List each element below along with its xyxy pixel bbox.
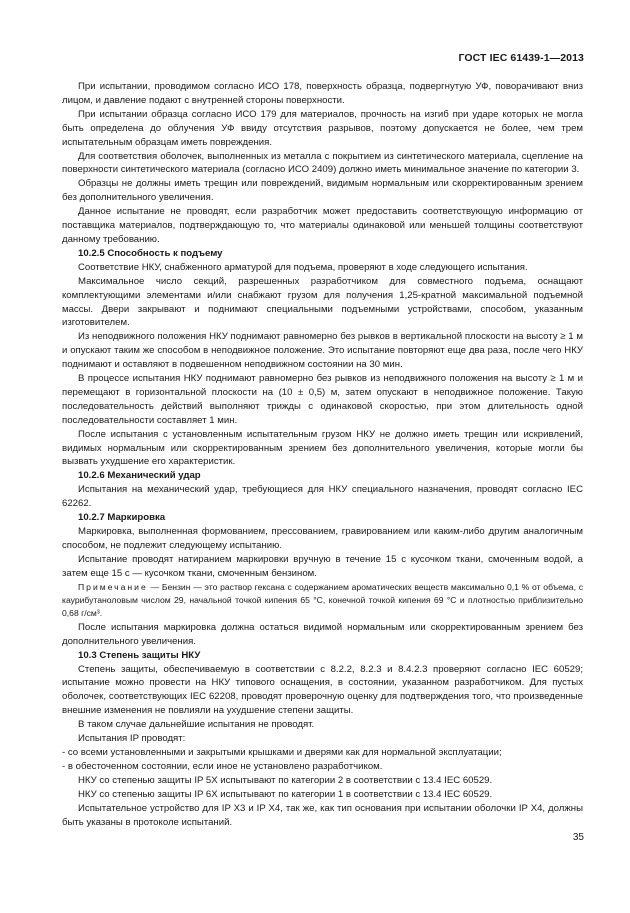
section-heading-10-2-5: 10.2.5 Способность к подъему xyxy=(78,247,223,259)
paragraph: Испытания IP проводят: xyxy=(78,733,186,745)
paragraph: Испытания на механический удар, требующиеся для НКУ специального назначения, проводят согласно IEC 62262. xyxy=(62,484,583,510)
paragraph: Степень защиты, обеспечиваемую в соответствии с 8.2.2, 8.2.3 и 8.4.2.3 проверяют согласно IEC 60529; испытание можно провести на НКУ типового оснащения, в состоянии, указанном разработчиком. Для пустых оболочек, соответствующих IEC 62208, проводят проверочную оценку для подтверждения того, что произведенные внешние изменения не повлияли на ухудшение степени защиты. xyxy=(62,663,583,717)
paragraph: При испытании образца согласно ИСО 179 для материалов, прочность на изгиб при ударе которых не могла быть определена до облучения УФ ввиду отсутствия разрывов, поэтому допускается не более, чем трем испытательным образцам иметь повреждения. xyxy=(62,108,583,148)
paragraph: В процессе испытания НКУ поднимают равномерно без рывков из неподвижного положения на высоту ≥ 1 м и перемещают в горизонтальной плоскости на (10 ± 0,5) м, затем опускают в неподвижное положение. Такую последовательность действий выполняют трижды с одинаковой скоростью, при этом длительность одной последовательности составляет 1 мин. xyxy=(62,373,583,426)
paragraph: НКУ со степенью защиты IP 6X испытывают по категории 1 в соответствии с 13.4 IEC 60529. xyxy=(78,788,493,800)
paragraph: Соответствие НКУ, снабженного арматурой для подъема, проверяют в ходе следующего испытания. xyxy=(78,261,528,273)
section-heading-10-2-6: 10.2.6 Механический удар xyxy=(78,470,201,482)
paragraph: После испытания маркировка должна остаться видимой нормальным или скорректированным зрением без дополнительного увеличения. xyxy=(62,621,583,647)
paragraph: НКУ со степенью защиты IP 5X испытывают по категории 2 в соответствии с 13.4 IEC 60529. xyxy=(78,774,493,786)
section-heading-10-3: 10.3 Степень защиты НКУ xyxy=(78,649,201,661)
list-item: - со всеми установленными и закрытыми крышками и дверями как для нормальной эксплуатации; xyxy=(62,747,502,758)
paragraph: Из неподвижного положения НКУ поднимают равномерно без рывков в вертикальной плоскости на высоту ≥ 1 м и опускают таким же способом в неподвижное положение. Это испытание повторяют еще два раза, после чего НКУ поднимают и оставляют в подвешенном неподвижном состоянии на 30 мин. xyxy=(62,331,583,371)
paragraph: Испытание проводят натиранием маркировки вручную в течение 15 с кусочком ткани, смоченным водой, а затем еще 15 с — кусочком ткани, смоченным бензином. xyxy=(62,553,583,579)
paragraph: Образцы не должны иметь трещин или повреждений, видимым нормальным или скорректированным зрением без дополнительного увеличения. xyxy=(62,178,583,204)
section-heading-10-2-7: 10.2.7 Маркировка xyxy=(78,512,166,524)
page-number: 35 xyxy=(572,832,584,843)
paragraph: Для соответствия оболочек, выполненных из металла с покрытием из синтетического материала, сцепление на поверхности синтетического материала (согласно ИСО 2409) должно иметь минимальное значение по категории 3. xyxy=(62,150,583,176)
paragraph: Маркировка, выполненная формованием, прессованием, гравированием или каким-либо другим аналогичным способом, не подлежит следующему испытанию. xyxy=(62,526,583,551)
document-code: ГОСТ IEC 61439-1—2013 xyxy=(458,52,584,64)
page-content xyxy=(62,80,583,829)
paragraph: Максимальное число секций, разрешенных разработчиком для совместного подъема, оснащают комплектующими элементами и/или снабжают грузом для получения 1,25-кратной максимальной подъемной массы. Двери закрывают и поднимают специальными подъемными устройствами, способом, указанным изготовителем. xyxy=(62,275,583,329)
paragraph: Испытательное устройство для IP X3 и IP X4, так же, как тип основания при испытании оболочки IP X4, должны быть указаны в протоколе испытаний. xyxy=(62,802,583,828)
note xyxy=(62,581,583,621)
paragraph: После испытания с установленным испытательным грузом НКУ не должно иметь трещин или искривлений, видимых нормальным или скорректированным зрением без дополнительного увеличения, которые могли бы вызвать ухудшение его характеристик. xyxy=(62,428,583,468)
paragraph: Данное испытание не проводят, если разработчик может предоставить соответствующую информацию от поставщика материалов, подтверждающую то, что материалы одинаковой или меньшей толщины соответствуют данному требованию. xyxy=(62,206,583,245)
paragraph: При испытании, проводимом согласно ИСО 178, поверхность образца, подвергнутую УФ, поворачивают вниз лицом, и давление подают с внутренней стороны поверхности. xyxy=(62,81,583,106)
list-item: - в обесточенном состоянии, если иное не установлено разработчиком. xyxy=(62,760,383,772)
note-label: Примечание xyxy=(78,581,148,592)
paragraph: В таком случае дальнейшие испытания не проводят. xyxy=(78,719,315,731)
note-text: — Бензин — это раствор гексана с содержанием ароматических веществ максимально 0,1 % от объема, с каурибутаноловым числом 29, начальной точкой кипения 65 °С, конечной точкой кипения 69 °С и плотностью приблизительно 0,68 г/см³. xyxy=(62,581,583,619)
